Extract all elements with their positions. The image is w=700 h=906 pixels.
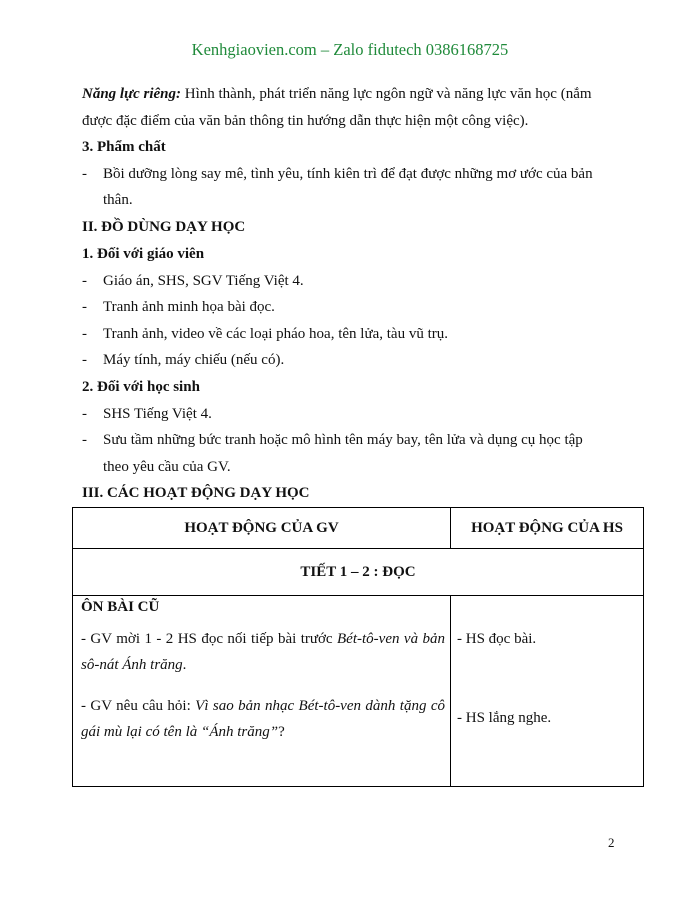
bullet-dash: - — [82, 432, 87, 448]
gv-activity-2-line-2 — [81, 723, 285, 741]
section-row — [73, 549, 644, 596]
page-number: 2 — [608, 835, 615, 850]
section2-heading: II. ĐỒ DÙNG DẠY HỌC — [82, 219, 246, 235]
bullet-dash: - — [82, 273, 87, 289]
page-header: Kenhgiaovien.com – Zalo fidutech 0386168725 — [191, 40, 509, 59]
intro-label: Năng lực riêng: — [82, 86, 181, 102]
gv-activity-2-line-1 — [81, 697, 445, 715]
quality-heading: 3. Phẩm chất — [82, 139, 166, 155]
intro-line-1 — [82, 85, 622, 103]
student-item-line-1: Sưu tầm những bức tranh hoặc mô hình tên máy bay, tên lửa và dụng cụ học tập — [103, 432, 583, 448]
teacher-item: Máy tính, máy chiếu (nếu có). — [103, 352, 285, 368]
hs-activity-cell — [451, 596, 644, 787]
bullet-dash: - — [82, 406, 87, 422]
hs-activity-2: - HS lắng nghe. — [457, 710, 552, 726]
teacher-item: Tranh ảnh minh họa bài đọc. — [103, 299, 275, 315]
intro-text-2: được đặc điểm của văn bản thông tin hướng dẫn thực hiện một công việc). — [82, 113, 529, 129]
gv-activity-2-text: - GV nêu câu hỏi: — [81, 698, 196, 714]
table-row — [73, 596, 644, 787]
student-item-line-2: theo yêu cầu của GV. — [103, 459, 231, 475]
bullet-dash: - — [82, 166, 87, 182]
column-header-gv: HOẠT ĐỘNG CỦA GV — [73, 508, 451, 549]
table-header-row — [73, 508, 644, 549]
hs-activity-1: - HS đọc bài. — [457, 631, 537, 647]
quality-item-line-2: thân. — [103, 192, 133, 208]
section-title: TIẾT 1 – 2 : ĐỌC — [73, 549, 644, 596]
activity-table — [72, 507, 644, 787]
gv-activity-1-title-cont: sô-nát Ánh trăng — [81, 657, 183, 673]
quality-item-line-1: Bồi dưỡng lòng say mê, tình yêu, tính kiên trì để đạt được những mơ ước của bản — [103, 166, 593, 182]
teacher-item: Giáo án, SHS, SGV Tiếng Việt 4. — [103, 273, 304, 289]
gv-activity-1-title: Bét-tô-ven và bản — [337, 631, 445, 647]
intro-text-1: Hình thành, phát triển năng lực ngôn ngữ và năng lực văn học (nắm — [181, 86, 592, 102]
review-heading: ÔN BÀI CŨ — [81, 599, 160, 615]
gv-activity-2-question: Vì sao bản nhạc Bét-tô-ven dành tặng cô — [195, 698, 445, 714]
bullet-dash: - — [82, 352, 87, 368]
teacher-item: Tranh ảnh, video về các loại pháo hoa, tên lửa, tàu vũ trụ. — [103, 326, 448, 342]
gv-activity-1-line-2 — [81, 656, 186, 674]
gv-activity-1-suffix: . — [182, 657, 187, 673]
teacher-heading: 1. Đối với giáo viên — [82, 246, 205, 262]
gv-activity-2-question-cont: gái mù lại có tên là “Ánh trăng” — [81, 724, 279, 740]
gv-activity-2-suffix: ? — [278, 724, 285, 740]
gv-activity-1-text: - GV mời 1 - 2 HS đọc nối tiếp bài trước — [81, 631, 338, 647]
student-heading: 2. Đối với học sinh — [82, 379, 200, 395]
student-item: SHS Tiếng Việt 4. — [103, 406, 212, 422]
section3-heading: III. CÁC HOẠT ĐỘNG DẠY HỌC — [82, 485, 310, 501]
column-header-hs: HOẠT ĐỘNG CỦA HS — [451, 508, 644, 549]
bullet-dash: - — [82, 299, 87, 315]
gv-activity-1-line-1 — [81, 630, 445, 648]
bullet-dash: - — [82, 326, 87, 342]
gv-activity-cell — [73, 596, 451, 787]
